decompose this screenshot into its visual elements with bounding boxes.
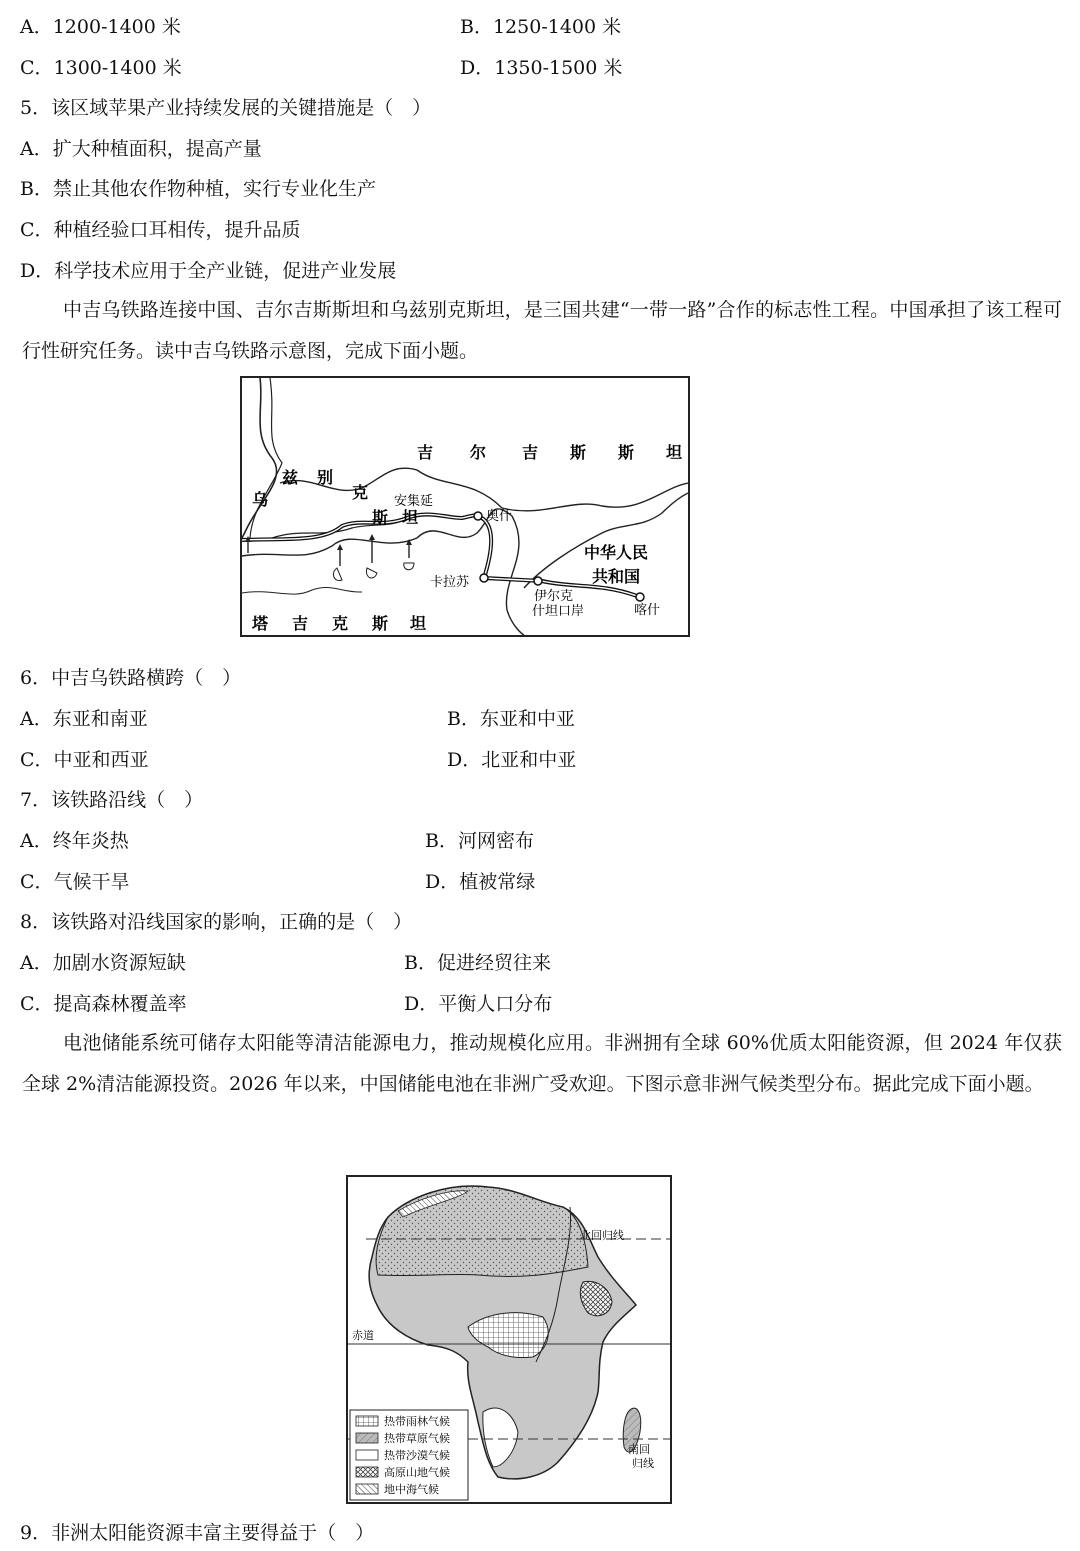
label-irkeshtam-2: 什坦口岸 [532, 604, 585, 619]
q6-option-a: A．东亚和南亚 [20, 708, 148, 730]
q4-option-d: D．1350-1500 米 [460, 57, 623, 79]
q4-option-c: C．1300-1400 米 [20, 57, 182, 79]
label-osh: 奥什 [486, 509, 513, 524]
q4-option-b: B．1250-1400 米 [460, 16, 622, 38]
label-tajik-5: 坦 [410, 614, 427, 633]
label-kyrgyz-3: 吉 [522, 443, 539, 462]
q4-option-a: A．1200-1400 米 [20, 16, 181, 38]
q5-option-a: A．扩大种植面积，提高产量 [20, 138, 262, 160]
label-tropic-south-2: 归线 [632, 1457, 654, 1470]
q7-option-b: B．河网密布 [425, 830, 534, 852]
label-tropic-south-1: 南回 [628, 1443, 650, 1456]
q8-option-c: C．提高森林覆盖率 [20, 993, 187, 1015]
legend-savanna: 热带草原气候 [384, 1432, 450, 1445]
q8-option-b: B．促进经贸往来 [404, 952, 551, 974]
q6-option-c: C．中亚和西亚 [20, 749, 149, 771]
label-uzbek-3: 别 [317, 468, 334, 487]
passage-africa-solar: 电池储能系统可储存太阳能等清洁能源电力，推动规模化应用。非洲拥有全球 60%优质太阳能资源，但 2024 年仅获全球 2%清洁能源投资。2026 年以来，中国储能电池在非洲广受欢迎。下图示意非洲气候类型分布。据此完成下面小题。 [22, 1032, 1062, 1095]
label-kyrgyz-4: 斯 [570, 443, 587, 462]
legend-mediterranean: 地中海气候 [384, 1483, 439, 1496]
label-andijan: 安集延 [394, 494, 434, 509]
q5-option-d: D．科学技术应用于全产业链，促进产业发展 [20, 260, 397, 282]
africa-climate-map [346, 1175, 672, 1504]
label-kyrgyz-1: 吉 [417, 443, 434, 462]
legend-rainforest: 热带雨林气候 [384, 1415, 450, 1428]
q8-stem: 8．该铁路对沿线国家的影响，正确的是（ ） [20, 911, 413, 933]
karasu-station-icon [480, 574, 488, 582]
label-kyrgyz-2: 尔 [470, 443, 487, 462]
label-tropic-north: 北回归线 [580, 1229, 624, 1242]
legend-highland: 高原山地气候 [384, 1466, 450, 1479]
q7-option-c: C．气候干旱 [20, 871, 130, 893]
label-kashgar: 喀什 [634, 603, 661, 618]
label-tajik-4: 斯 [372, 614, 389, 633]
q6-option-d: D．北亚和中亚 [447, 749, 577, 771]
irkeshtam-station-icon [534, 577, 542, 585]
q6-option-b: B．东亚和中亚 [447, 708, 575, 730]
q7-option-a: A．终年炎热 [20, 830, 129, 852]
railway-map [240, 376, 690, 637]
label-uzbek-6: 坦 [402, 508, 419, 527]
passage-railway: 中吉乌铁路连接中国、吉尔吉斯斯坦和乌兹别克斯坦，是三国共建“一带一路”合作的标志性工程。中国承担了该工程可行性研究任务。读中吉乌铁路示意图，完成下面小题。 [22, 299, 1062, 362]
q7-stem: 7．该铁路沿线（ ） [20, 789, 204, 811]
label-irkeshtam-1: 伊尔克 [534, 589, 574, 604]
label-kyrgyz-6: 坦 [666, 443, 683, 462]
label-uzbek-4: 克 [352, 483, 369, 502]
label-tajik-1: 塔 [252, 614, 269, 633]
q5-option-c: C．种植经验口耳相传，提升品质 [20, 219, 301, 241]
q8-option-d: D．平衡人口分布 [404, 993, 553, 1015]
label-uzbek-2: 兹 [282, 468, 299, 487]
label-uzbek-1: 乌 [252, 490, 269, 509]
q5-option-b: B．禁止其他农作物种植，实行专业化生产 [20, 178, 376, 200]
q8-option-a: A．加剧水资源短缺 [20, 952, 186, 974]
label-karasu: 卡拉苏 [430, 575, 470, 590]
q5-stem: 5．该区域苹果产业持续发展的关键措施是（ ） [20, 97, 432, 119]
label-kyrgyz-5: 斯 [618, 443, 635, 462]
osh-station-icon [474, 512, 482, 520]
label-tajik-3: 克 [332, 614, 349, 633]
label-china-1: 中华人民 [584, 543, 649, 562]
q6-stem: 6．中吉乌铁路横跨（ ） [20, 667, 242, 689]
q9-stem: 9．非洲太阳能资源丰富主要得益于（ ） [20, 1522, 375, 1544]
label-uzbek-5: 斯 [372, 508, 389, 527]
kashgar-station-icon [636, 593, 644, 601]
legend-desert: 热带沙漠气候 [384, 1449, 450, 1462]
label-tajik-2: 吉 [292, 614, 309, 633]
label-equator: 赤道 [352, 1329, 374, 1342]
label-china-2: 共和国 [592, 567, 641, 586]
q7-option-d: D．植被常绿 [425, 871, 536, 893]
map-legend [350, 1410, 468, 1500]
